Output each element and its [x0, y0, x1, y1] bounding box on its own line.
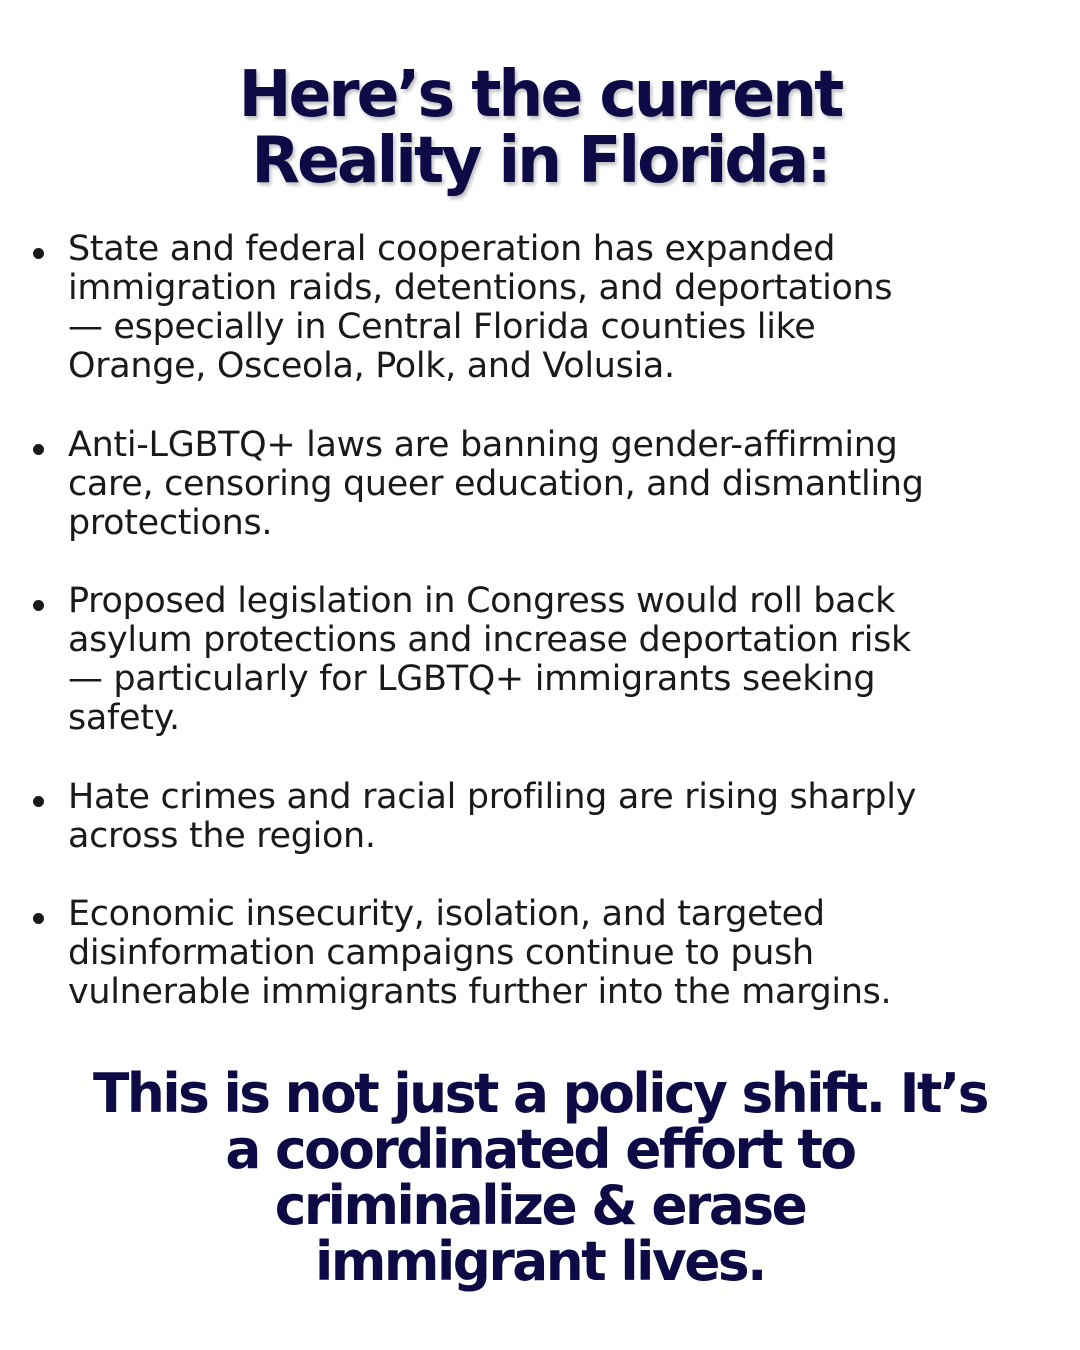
bullet-line: Orange, Osceola, Polk, and Volusia.	[68, 346, 675, 386]
title-line-2: Reality in Florida:	[251, 124, 829, 198]
bullet-dot-icon	[33, 248, 44, 259]
bullet-dot-icon	[33, 600, 44, 611]
closing-statement	[0, 1062, 1080, 1293]
bullet-line: Proposed legislation in Congress would roll back	[68, 581, 896, 621]
bullet-line: across the region.	[68, 816, 376, 856]
bullet-line: safety.	[68, 698, 180, 738]
bullet-line: vulnerable immigrants further into the margins.	[68, 972, 892, 1012]
page-title	[0, 58, 1080, 198]
bullet-text	[68, 582, 1068, 738]
bullet-line: Hate crimes and racial profiling are rising sharply	[68, 777, 917, 817]
closing-line-2: a coordinated effort to	[225, 1118, 855, 1181]
bullet-text	[68, 426, 1068, 543]
bullet-dot-icon	[33, 796, 44, 807]
bullet-line: protections.	[68, 503, 273, 543]
closing-line-3: criminalize & erase	[274, 1174, 806, 1237]
closing-line-4: immigrant lives.	[315, 1230, 765, 1293]
bullet-line: Economic insecurity, isolation, and targeted	[68, 894, 825, 934]
bullet-line: — particularly for LGBTQ+ immigrants seeking	[68, 659, 876, 699]
bullet-line: State and federal cooperation has expanded	[68, 229, 836, 269]
bullet-text	[68, 778, 1068, 856]
bullet-line: disinformation campaigns continue to push	[68, 933, 814, 973]
bullet-line: asylum protections and increase deportation risk	[68, 620, 911, 660]
bullet-line: immigration raids, detentions, and deportations	[68, 268, 893, 308]
title-line-1: Here’s the current	[238, 58, 842, 132]
bullet-line: care, censoring queer education, and dismantling	[68, 464, 924, 504]
closing-line-1: This is not just a policy shift. It’s	[92, 1062, 988, 1125]
bullet-dot-icon	[33, 913, 44, 924]
bullet-text	[68, 895, 1068, 1012]
bullet-line: Anti-LGBTQ+ laws are banning gender-affirming	[68, 425, 898, 465]
bullet-text	[68, 230, 1068, 386]
bullet-dot-icon	[33, 444, 44, 455]
bullet-line: — especially in Central Florida counties like	[68, 307, 816, 347]
